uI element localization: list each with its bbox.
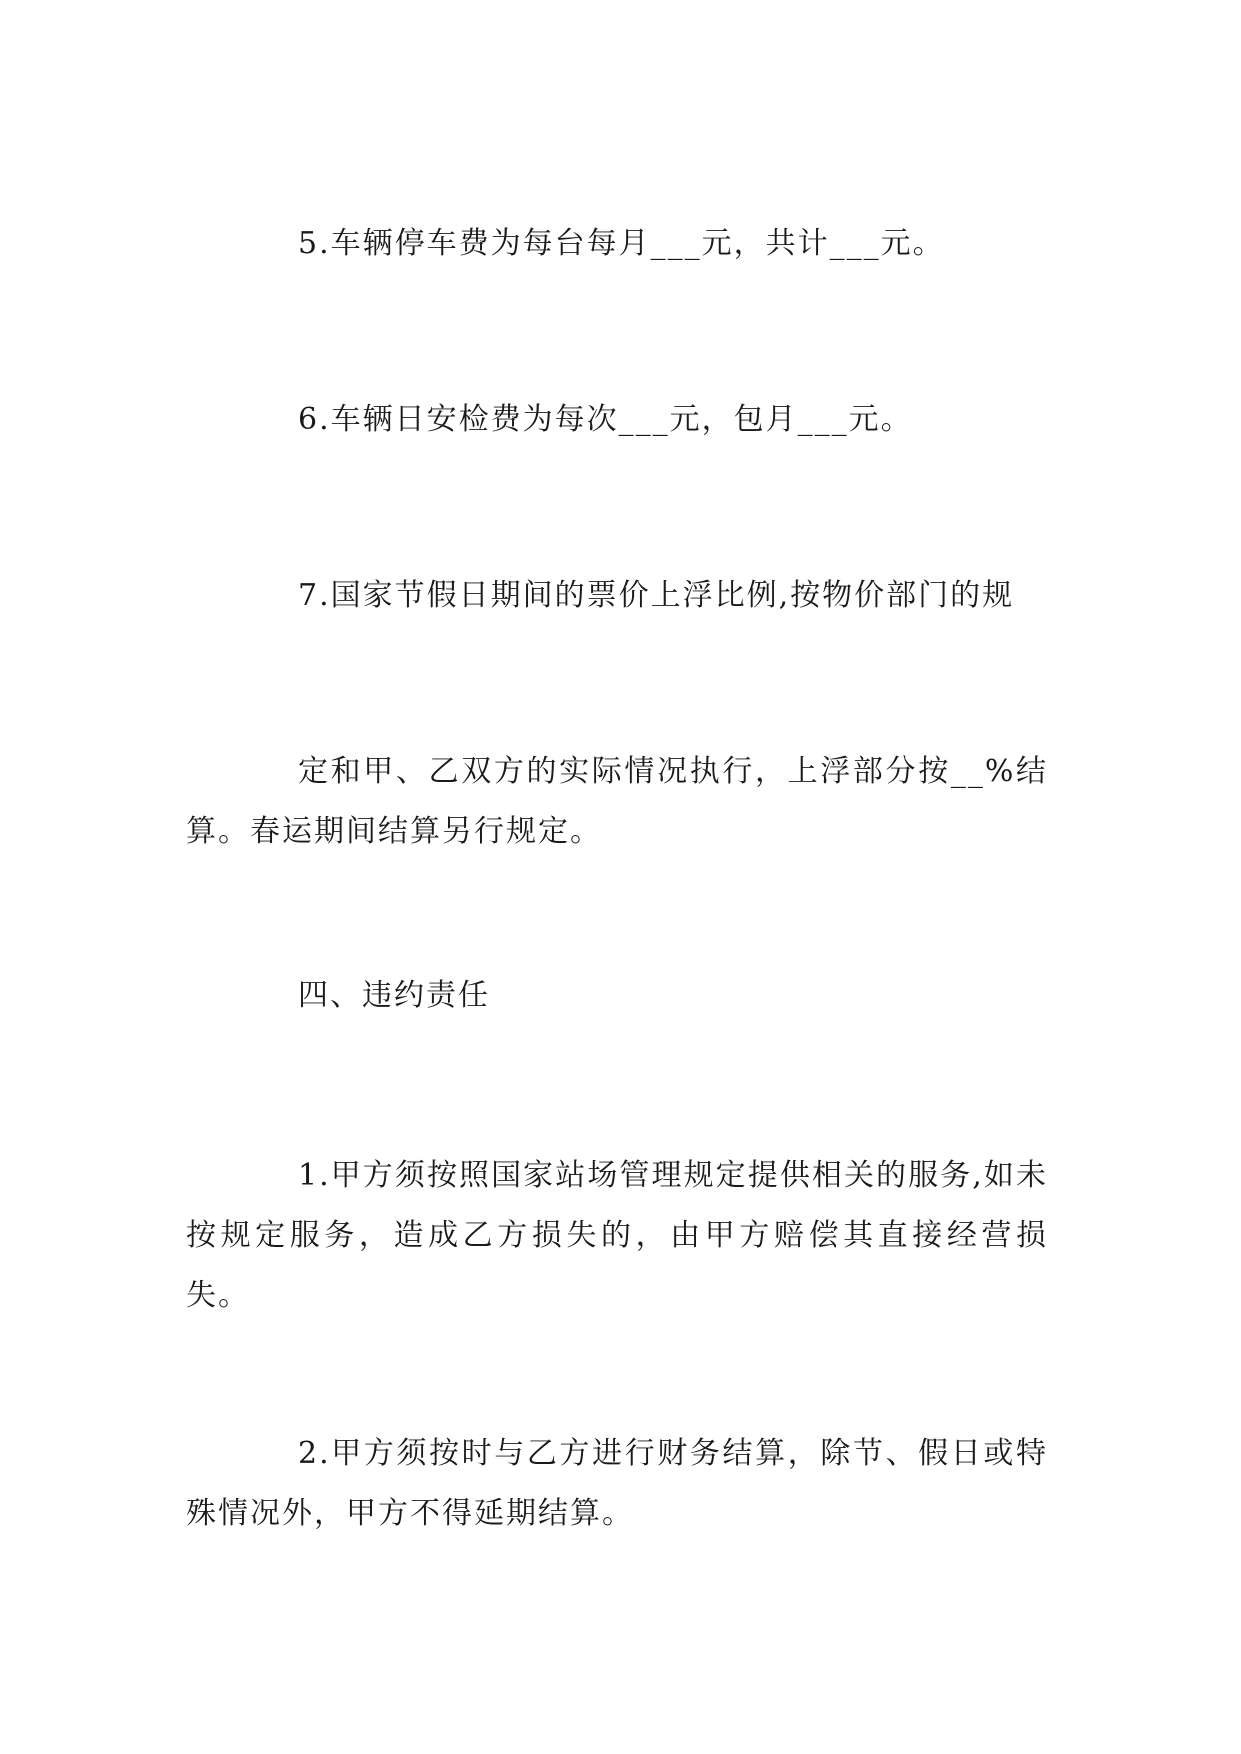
clause-6-inspection-fee: 6.车辆日安检费为每次___元，包月___元。 (298, 402, 913, 437)
liability-clause-2: 2.甲方须按时与乙方进行财务结算，除节、假日或特殊情况外，甲方不得延期结算。 (186, 1436, 1048, 1531)
clause-7-holiday-fare: 7.国家节假日期间的票价上浮比例,按物价部门的规 (298, 578, 1015, 613)
clause-7-continuation: 定和甲、乙双方的实际情况执行，上浮部分按__%结算。春运期间结算另行规定。 (186, 754, 1048, 849)
section-heading-liability: 四、违约责任 (298, 978, 490, 1013)
liability-clause-1: 1.甲方须按照国家站场管理规定提供相关的服务,如未按规定服务，造成乙方损失的，由甲方赔偿其直接经营损失。 (186, 1158, 1048, 1313)
clause-5-parking-fee: 5.车辆停车费为每台每月___元，共计___元。 (298, 226, 945, 261)
